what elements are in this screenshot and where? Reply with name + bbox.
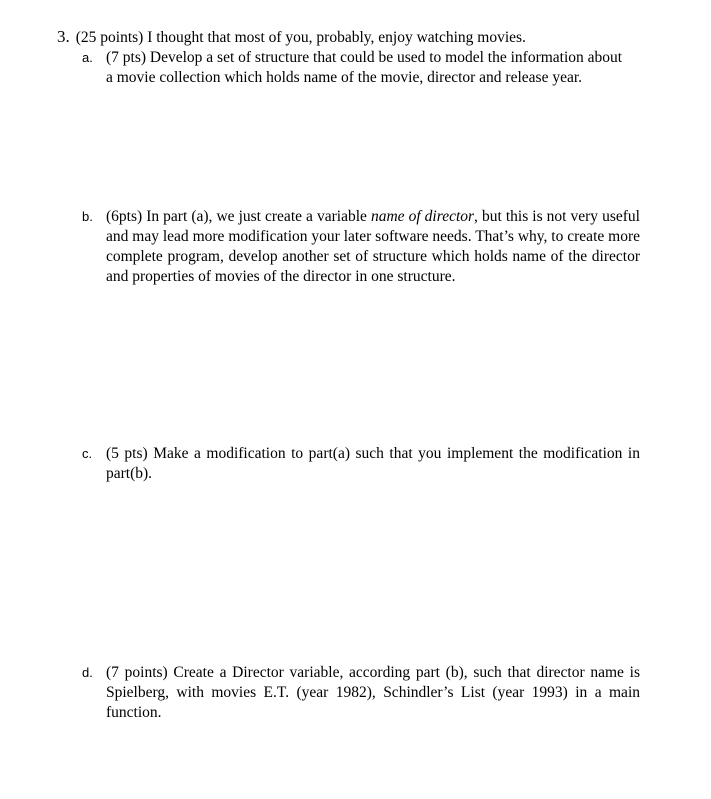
part-d-label: d. — [82, 665, 93, 680]
part-a-label: a. — [82, 50, 93, 65]
question-header — [57, 27, 526, 48]
part-d-text: (7 points) Create a Director variable, according part (b), such that director name is Spielberg, with movies E.T. (year 1982), Schindler’s List (year 1993) in a main function. — [106, 664, 640, 721]
part-b-text-after: , but this is not very useful and may lead more modification your later software needs. That’s why, to create more complete program, develop another set of structure which holds name of the director and properties of movies of the director in one structure. — [106, 208, 640, 285]
part-c-label: c. — [82, 446, 93, 461]
part-c-text: (5 pts) Make a modification to part(a) such that you implement the modification in part(b). — [106, 445, 640, 482]
part-a-line-2: a movie collection which holds name of the movie, director and release year. — [106, 69, 583, 86]
part-b-text-before: (6pts) In part (a), we just create a variable — [106, 208, 371, 225]
part-b-text-italic: name of director — [370, 208, 475, 225]
part-a-line-1: (7 pts) Develop a set of structure that could be used to model the information about — [106, 49, 623, 66]
part-a-text — [106, 48, 640, 88]
part-b-label: b. — [82, 209, 93, 224]
question-number: 3. — [57, 27, 70, 46]
part-b-text — [106, 207, 640, 287]
question-text: (25 points) I thought that most of you, probably, enjoy watching movies. — [75, 29, 526, 46]
